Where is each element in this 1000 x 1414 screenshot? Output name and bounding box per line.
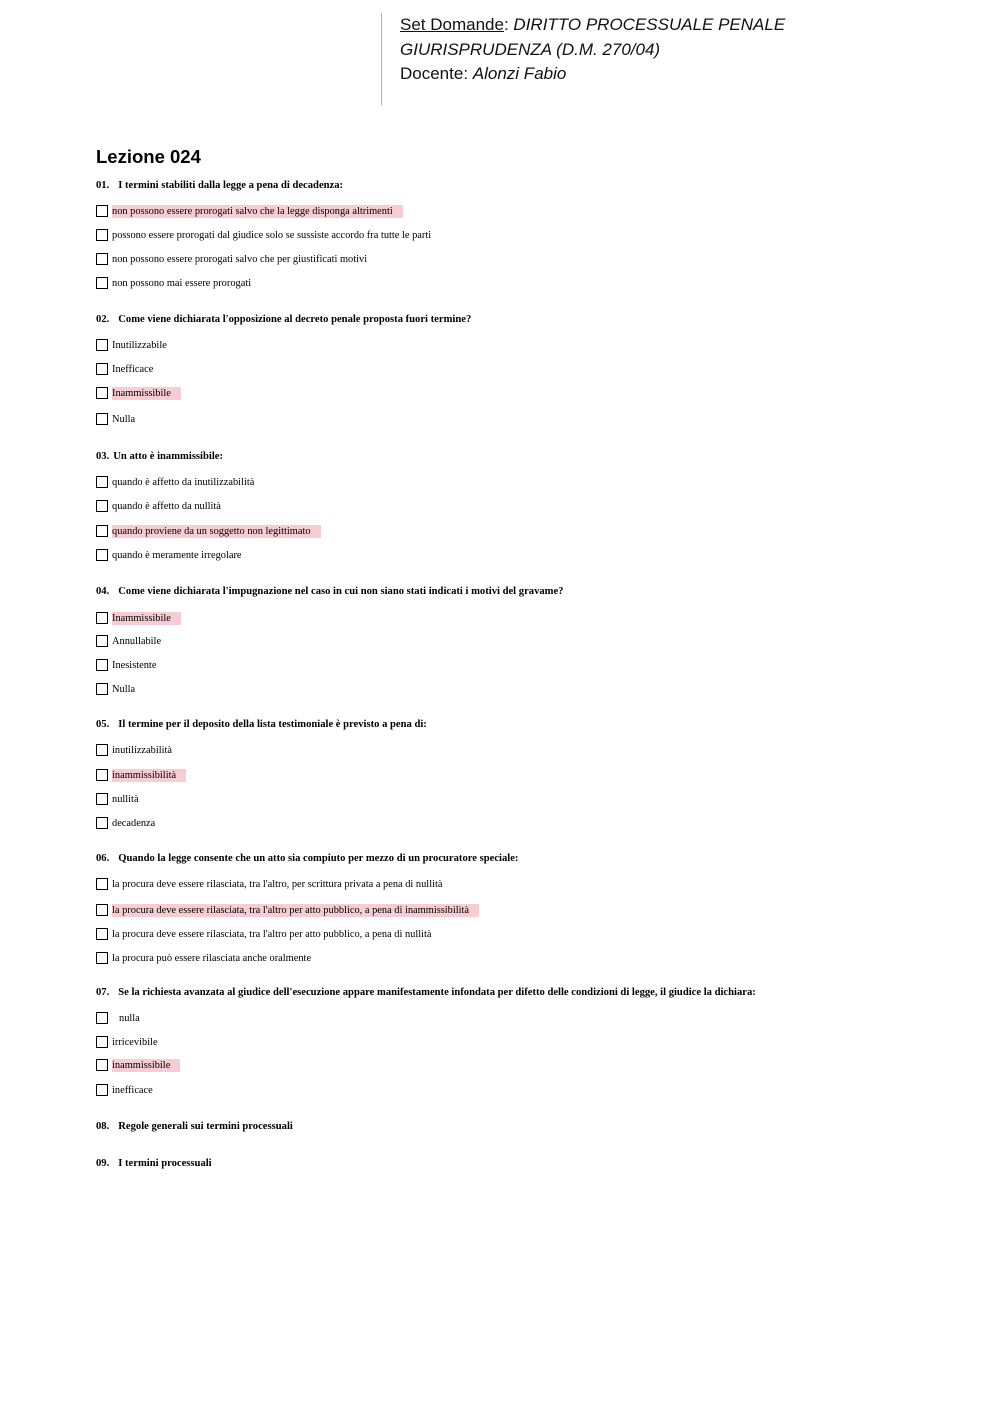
question-number: 07. (96, 987, 110, 998)
question-text: Quando la legge consente che un atto sia compiuto per mezzo di un procuratore speciale: (118, 853, 519, 864)
checkbox[interactable] (96, 769, 108, 781)
answer-option[interactable] (96, 498, 231, 514)
checkbox[interactable] (96, 952, 108, 964)
answer-option[interactable] (96, 411, 145, 427)
question-09 (96, 1158, 212, 1169)
answer-text: non possono mai essere prorogati (112, 277, 252, 289)
teacher-name: Alonzi Fabio (472, 64, 567, 83)
answer-text: quando è affetto da nullità (112, 500, 221, 512)
answer-text: inefficace (112, 1084, 153, 1096)
course-title-line1: DIRITTO PROCESSUALE PENALE (513, 15, 786, 34)
answer-option[interactable] (96, 742, 182, 758)
answer-text: Inutilizzabile (112, 339, 167, 351)
checkbox[interactable] (96, 793, 108, 805)
checkbox[interactable] (96, 612, 108, 624)
checkbox[interactable] (96, 928, 108, 940)
question-number: 04. (96, 586, 110, 597)
answer-text: quando è meramente irregolare (112, 549, 242, 561)
checkbox[interactable] (96, 277, 108, 289)
question-text: Come viene dichiarata l'impugnazione nel caso in cui non siano stati indicati i motivi del gravame? (118, 586, 564, 597)
answer-option[interactable] (96, 767, 186, 783)
answer-text: possono essere prorogati dal giudice solo se sussiste accordo fra tutte le parti (112, 229, 432, 241)
checkbox[interactable] (96, 500, 108, 512)
set-label: Set Domande (400, 15, 504, 34)
answer-option[interactable] (96, 1010, 150, 1026)
checkbox[interactable] (96, 817, 108, 829)
answer-text: Inammissibile (112, 387, 181, 400)
answer-text: inammissibilità (112, 769, 186, 782)
checkbox[interactable] (96, 1059, 108, 1071)
checkbox[interactable] (96, 1084, 108, 1096)
answer-text: Inesistente (112, 659, 157, 671)
answer-option[interactable] (96, 791, 149, 807)
answer-text: nullità (112, 793, 139, 805)
checkbox[interactable] (96, 387, 108, 399)
answer-option[interactable] (96, 657, 166, 673)
checkbox[interactable] (96, 744, 108, 756)
answer-text: quando è affetto da inutilizzabilità (112, 476, 255, 488)
answer-option[interactable] (96, 926, 442, 942)
question-02 (96, 314, 471, 325)
answer-option[interactable] (96, 251, 377, 267)
answer-text: quando proviene da un soggetto non legittimato (112, 525, 321, 538)
course-title-line2: GIURISPRUDENZA (D.M. 270/04) (400, 39, 661, 59)
question-number: 06. (96, 853, 110, 864)
answer-option[interactable] (96, 361, 163, 377)
checkbox[interactable] (96, 904, 108, 916)
question-text: Come viene dichiarata l'opposizione al decreto penale proposta fuori termine? (118, 314, 472, 325)
answer-text: irricevibile (112, 1036, 158, 1048)
answer-option[interactable] (96, 385, 181, 401)
answer-text: la procura deve essere rilasciata, tra l'altro per atto pubblico, a pena di nullità (112, 928, 432, 940)
answer-option[interactable] (96, 523, 321, 539)
answer-option[interactable] (96, 203, 403, 219)
question-07 (96, 987, 756, 998)
question-05 (96, 719, 427, 730)
checkbox[interactable] (96, 339, 108, 351)
question-text: Il termine per il deposito della lista testimoniale è previsto a pena di: (118, 719, 427, 730)
checkbox[interactable] (96, 549, 108, 561)
lesson-title: Lezione 024 (96, 146, 201, 167)
question-number: 05. (96, 719, 110, 730)
checkbox[interactable] (96, 253, 108, 265)
answer-text: Nulla (112, 683, 136, 695)
answer-text: non possono essere prorogati salvo che la legge disponga altrimenti (112, 205, 403, 218)
checkbox[interactable] (96, 878, 108, 890)
question-text: I termini processuali (118, 1158, 212, 1169)
answer-option[interactable] (96, 337, 177, 353)
question-04 (96, 586, 563, 597)
answer-text: non possono essere prorogati salvo che per giustificati motivi (112, 253, 368, 265)
set-line (400, 13, 785, 38)
answer-text: Inefficace (112, 363, 154, 375)
answer-option[interactable] (96, 815, 165, 831)
answer-text: la procura deve essere rilasciata, tra l'altro, per scrittura privata a pena di nullità (112, 878, 443, 890)
question-text: Un atto è inammissibile: (113, 451, 224, 462)
answer-option[interactable] (96, 275, 261, 291)
answer-text: decadenza (112, 817, 156, 829)
answer-option[interactable] (96, 1057, 180, 1073)
checkbox[interactable] (96, 1036, 108, 1048)
question-03 (96, 451, 223, 462)
set-separator: : (503, 15, 509, 34)
answer-text: la procura deve essere rilasciata, tra l'altro per atto pubblico, a pena di inammissibilità (112, 904, 479, 917)
checkbox[interactable] (96, 525, 108, 537)
checkbox[interactable] (96, 476, 108, 488)
document-header (381, 13, 785, 105)
checkbox[interactable] (96, 413, 108, 425)
question-number: 09. (96, 1158, 110, 1169)
checkbox[interactable] (96, 229, 108, 241)
question-number: 03. (96, 451, 110, 462)
checkbox[interactable] (96, 205, 108, 217)
answer-option[interactable] (96, 610, 181, 626)
question-text: I termini stabiliti dalla legge a pena di decadenza: (118, 180, 344, 191)
question-06 (96, 853, 518, 864)
answer-text: Nulla (112, 413, 136, 425)
answer-text: Inammissibile (112, 612, 181, 625)
answer-option[interactable] (96, 474, 264, 490)
checkbox[interactable] (96, 1012, 108, 1024)
question-number: 01. (96, 180, 110, 191)
answer-text: inammissibile (112, 1059, 180, 1072)
answer-option[interactable] (96, 876, 452, 892)
answer-text: nulla (119, 1012, 140, 1024)
answer-option[interactable] (96, 1034, 168, 1050)
teacher-line (400, 62, 785, 87)
answer-text: la procura può essere rilasciata anche oralmente (112, 952, 312, 964)
answer-option[interactable] (96, 633, 171, 649)
checkbox[interactable] (96, 683, 108, 695)
answer-option[interactable] (96, 227, 441, 243)
question-text: Se la richiesta avanzata al giudice dell'esecuzione appare manifestamente infondata per difetto delle condizioni di legge, il giudice la dichiara: (118, 987, 756, 998)
checkbox[interactable] (96, 635, 108, 647)
question-number: 08. (96, 1121, 110, 1132)
question-number: 02. (96, 314, 110, 325)
answer-option[interactable] (96, 1082, 163, 1098)
question-01 (96, 180, 343, 191)
answer-option[interactable] (96, 902, 479, 918)
teacher-label: Docente: (400, 64, 469, 83)
answer-option[interactable] (96, 950, 321, 966)
question-08 (96, 1121, 293, 1132)
answer-option[interactable] (96, 681, 145, 697)
question-text: Regole generali sui termini processuali (118, 1121, 293, 1132)
checkbox[interactable] (96, 659, 108, 671)
answer-option[interactable] (96, 547, 252, 563)
answer-text: Annullabile (112, 635, 162, 647)
answer-text: inutilizzabilità (112, 744, 173, 756)
checkbox[interactable] (96, 363, 108, 375)
